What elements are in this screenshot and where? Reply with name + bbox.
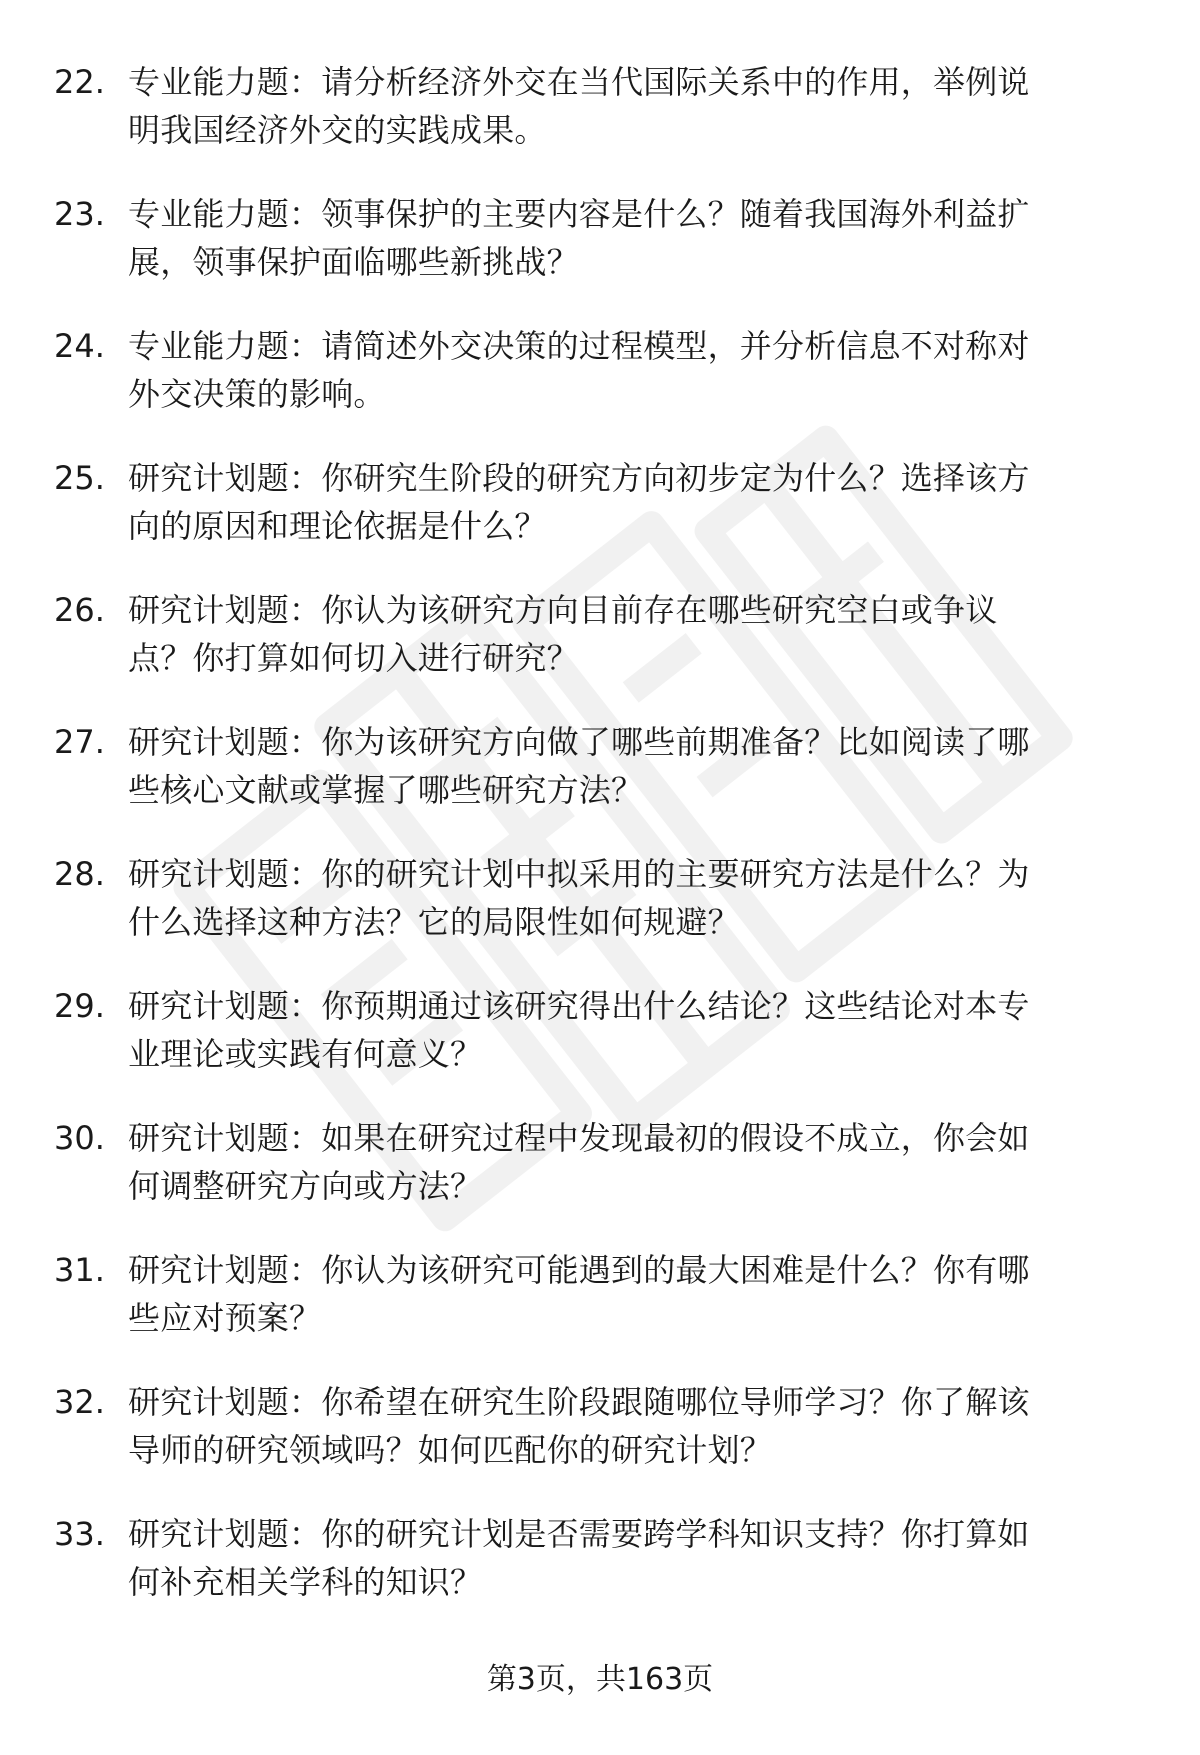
question-text bbox=[128, 58, 1138, 154]
question-text bbox=[128, 982, 1138, 1078]
question-line: 何调整研究方向或方法？ bbox=[128, 1167, 483, 1205]
question-line: 研究计划题：你希望在研究生阶段跟随哪位导师学习？你了解该 bbox=[128, 1383, 1030, 1421]
question-line: 专业能力题：请分析经济外交在当代国际关系中的作用，举例说 bbox=[128, 63, 1030, 101]
question-line: 研究计划题：你研究生阶段的研究方向初步定为什么？选择该方 bbox=[128, 459, 1030, 497]
list-item bbox=[54, 58, 1154, 190]
question-text bbox=[128, 322, 1138, 418]
list-item bbox=[54, 718, 1154, 850]
question-line: 业理论或实践有何意义？ bbox=[128, 1035, 483, 1073]
question-line: 明我国经济外交的实践成果。 bbox=[128, 111, 547, 149]
question-text bbox=[128, 850, 1138, 946]
question-number: 22. bbox=[54, 63, 105, 101]
question-line: 些应对预案？ bbox=[128, 1299, 322, 1337]
question-text bbox=[128, 586, 1138, 682]
page-number-footer: 第3页，共163页 bbox=[486, 1662, 714, 1697]
question-number: 25. bbox=[54, 459, 105, 497]
question-line: 研究计划题：你的研究计划是否需要跨学科知识支持？你打算如 bbox=[128, 1515, 1030, 1553]
question-number: 23. bbox=[54, 195, 105, 233]
question-number: 31. bbox=[54, 1251, 105, 1289]
question-line: 何补充相关学科的知识？ bbox=[128, 1563, 483, 1601]
question-list bbox=[54, 58, 1154, 1642]
list-item bbox=[54, 586, 1154, 718]
question-text bbox=[128, 1114, 1138, 1210]
question-number: 26. bbox=[54, 591, 105, 629]
question-number: 30. bbox=[54, 1119, 105, 1157]
list-item bbox=[54, 1114, 1154, 1246]
question-number: 33. bbox=[54, 1515, 105, 1553]
list-item bbox=[54, 454, 1154, 586]
question-line: 什么选择这种方法？它的局限性如何规避？ bbox=[128, 903, 740, 941]
question-line: 些核心文献或掌握了哪些研究方法？ bbox=[128, 771, 644, 809]
question-text bbox=[128, 454, 1138, 550]
question-number: 28. bbox=[54, 855, 105, 893]
question-line: 研究计划题：如果在研究过程中发现最初的假设不成立，你会如 bbox=[128, 1119, 1030, 1157]
list-item bbox=[54, 1378, 1154, 1510]
list-item bbox=[54, 850, 1154, 982]
question-number: 27. bbox=[54, 723, 105, 761]
list-item bbox=[54, 1510, 1154, 1642]
question-line: 导师的研究领域吗？如何匹配你的研究计划？ bbox=[128, 1431, 773, 1469]
list-item bbox=[54, 322, 1154, 454]
question-line: 展，领事保护面临哪些新挑战？ bbox=[128, 243, 579, 281]
question-text bbox=[128, 1246, 1138, 1342]
question-line: 研究计划题：你的研究计划中拟采用的主要研究方法是什么？为 bbox=[128, 855, 1030, 893]
question-line: 研究计划题：你认为该研究方向目前存在哪些研究空白或争议 bbox=[128, 591, 998, 629]
question-line: 外交决策的影响。 bbox=[128, 375, 386, 413]
question-text bbox=[128, 1378, 1138, 1474]
question-number: 29. bbox=[54, 987, 105, 1025]
question-line: 专业能力题：请简述外交决策的过程模型，并分析信息不对称对 bbox=[128, 327, 1030, 365]
list-item bbox=[54, 190, 1154, 322]
question-text bbox=[128, 718, 1138, 814]
question-line: 研究计划题：你认为该研究可能遇到的最大困难是什么？你有哪 bbox=[128, 1251, 1030, 1289]
question-line: 研究计划题：你为该研究方向做了哪些前期准备？比如阅读了哪 bbox=[128, 723, 1030, 761]
question-text bbox=[128, 1510, 1138, 1606]
question-number: 32. bbox=[54, 1383, 105, 1421]
question-number: 24. bbox=[54, 327, 105, 365]
question-text bbox=[128, 190, 1138, 286]
question-line: 向的原因和理论依据是什么？ bbox=[128, 507, 547, 545]
list-item bbox=[54, 1246, 1154, 1378]
question-line: 研究计划题：你预期通过该研究得出什么结论？这些结论对本专 bbox=[128, 987, 1030, 1025]
question-line: 点？你打算如何切入进行研究？ bbox=[128, 639, 579, 677]
question-line: 专业能力题：领事保护的主要内容是什么？随着我国海外利益扩 bbox=[128, 195, 1030, 233]
list-item bbox=[54, 982, 1154, 1114]
